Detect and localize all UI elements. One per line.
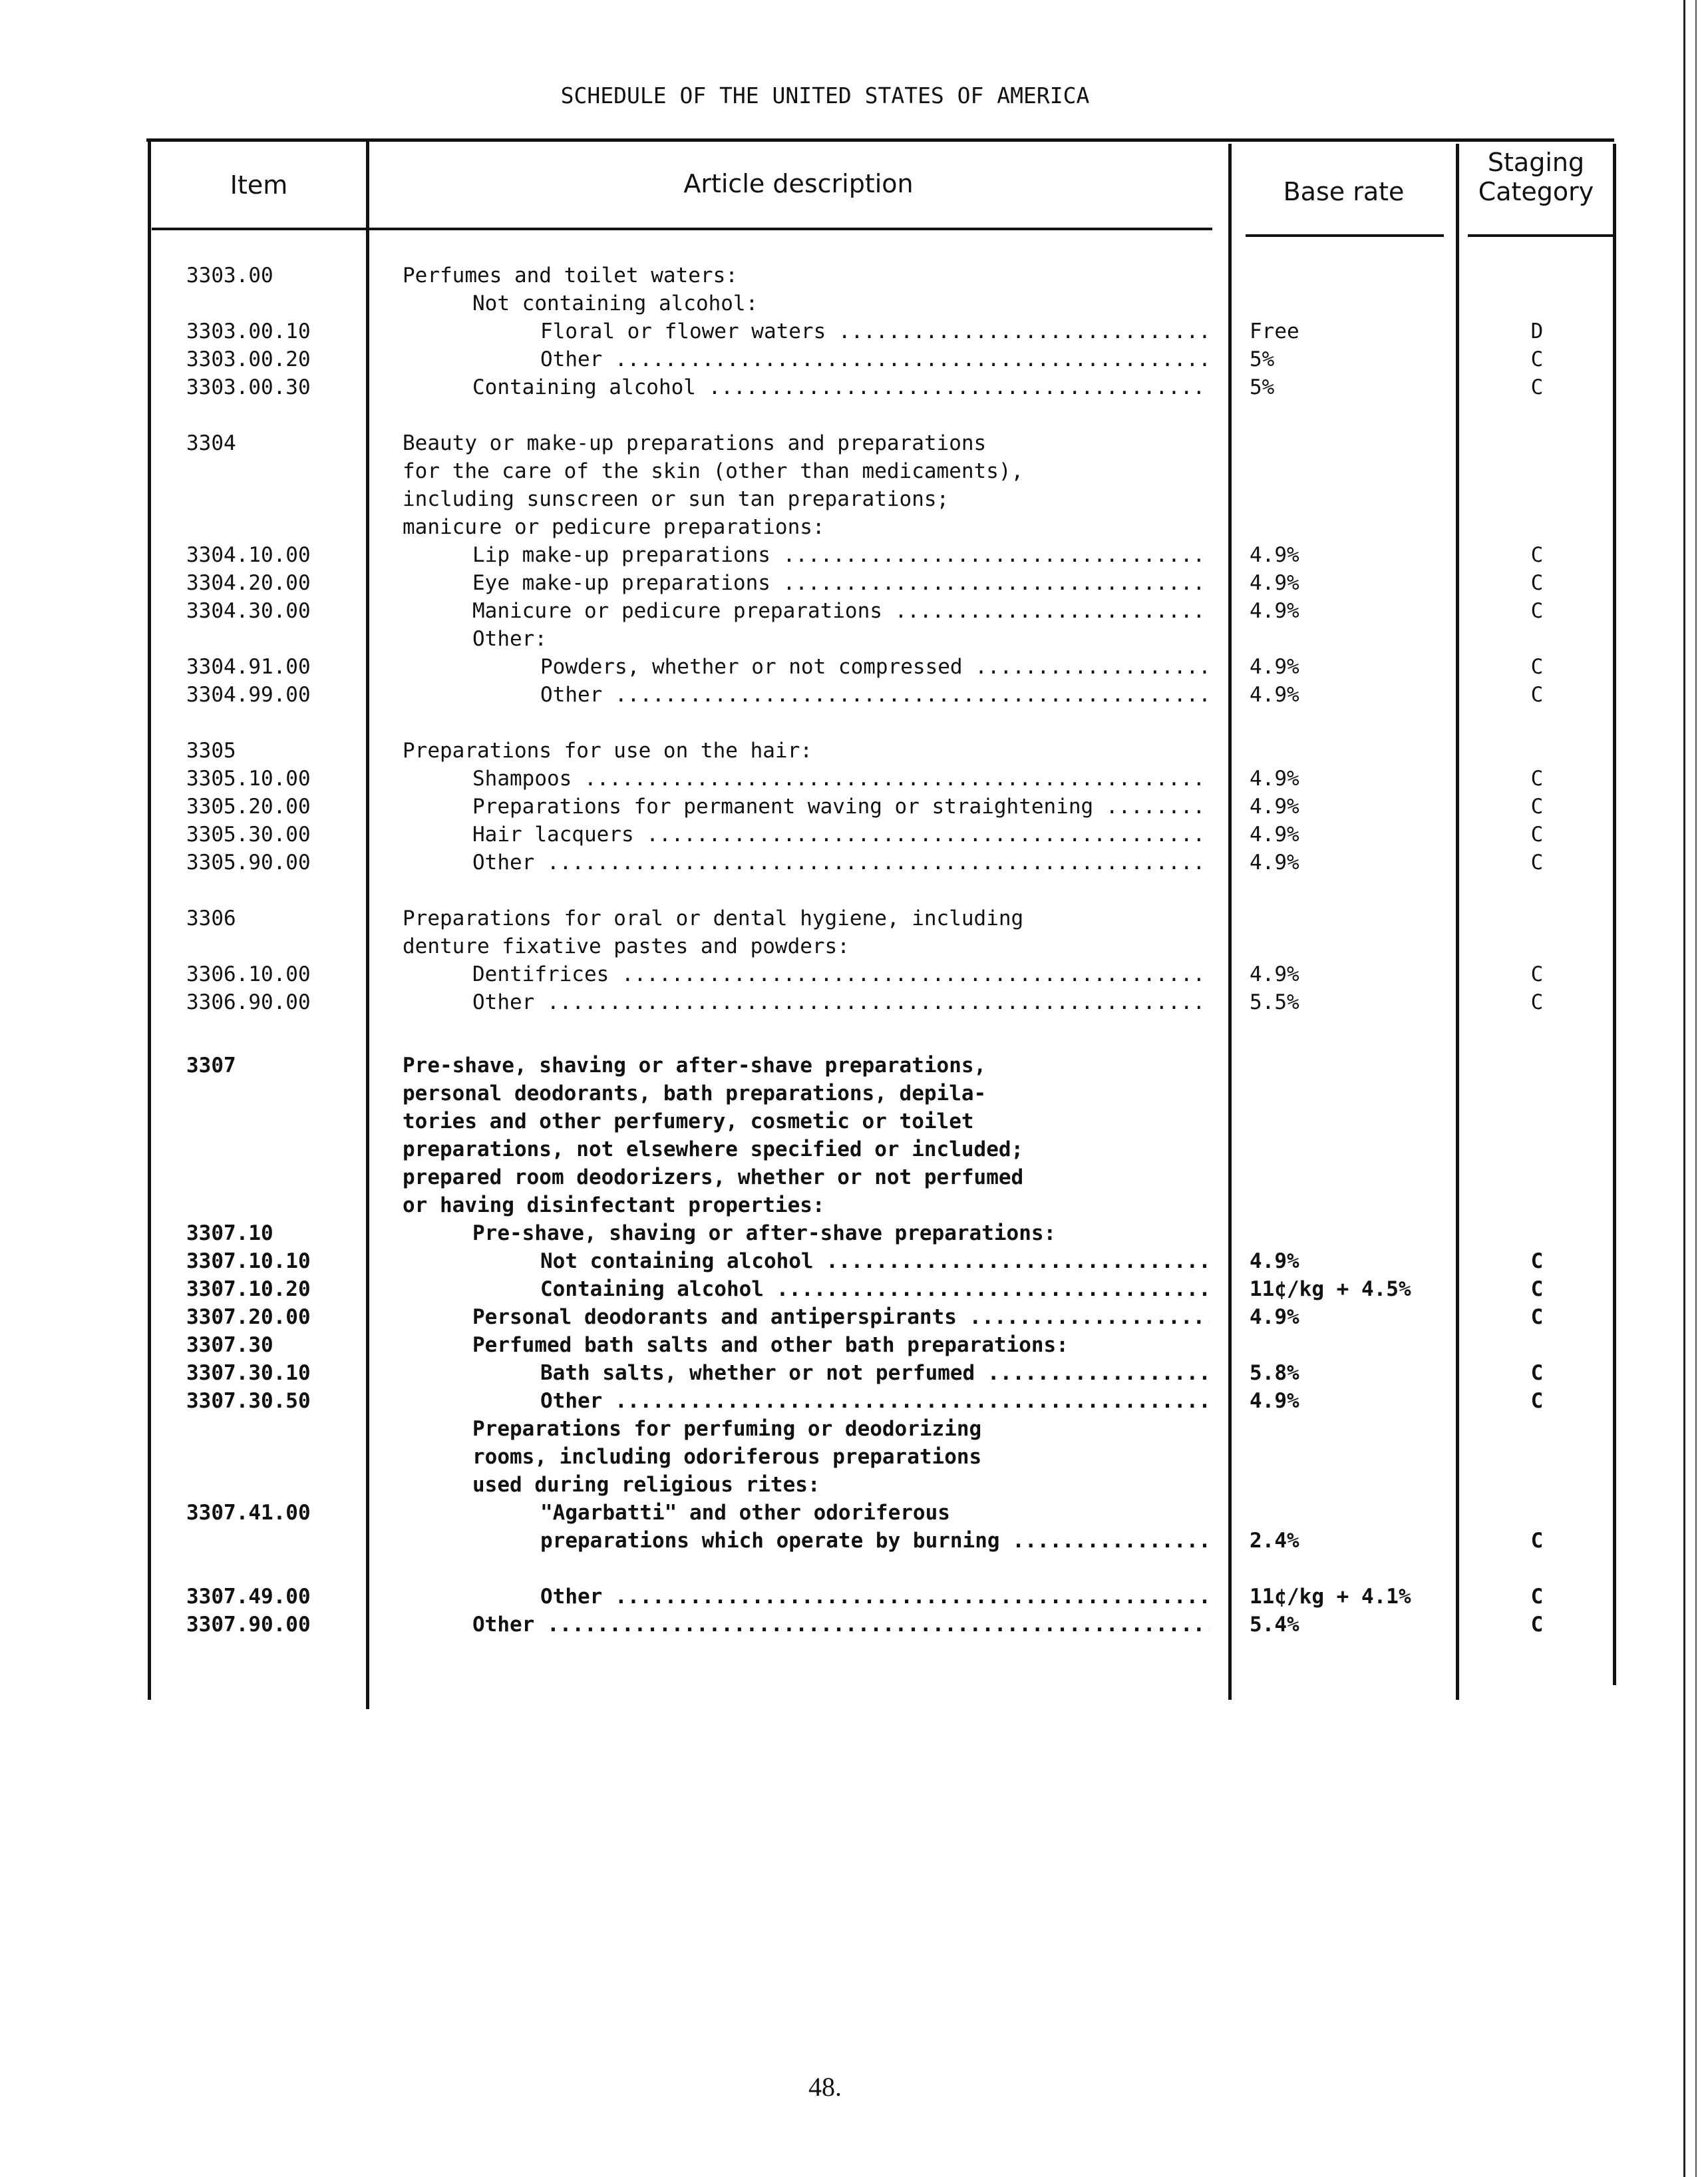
table-row [0, 1303, 1708, 1331]
item-code: 3305.90.00 [186, 851, 311, 875]
staging-category: C [1530, 1613, 1544, 1637]
article-description: Other ..... [540, 681, 1210, 709]
table-row [0, 1443, 1708, 1471]
article-description: Dentifrices ..... [472, 960, 1210, 988]
article-description: "Agarbatti" and other odoriferous [540, 1501, 950, 1525]
article-description: Bath salts, whether or not perfumed ..... [540, 1359, 1210, 1387]
item-code: 3307.10.20 [186, 1277, 311, 1301]
table-row [0, 681, 1708, 709]
base-rate: 11¢/kg + 4.5% [1250, 1277, 1411, 1301]
table-row [0, 1499, 1708, 1527]
staging-category: C [1530, 655, 1544, 679]
header-bottom-rule-stage [1468, 234, 1613, 237]
header-item: Item [230, 170, 288, 200]
staging-category: C [1530, 962, 1544, 986]
table-row [0, 625, 1708, 653]
table-row [0, 485, 1708, 513]
base-rate: Free [1250, 319, 1299, 343]
item-code: 3305.30.00 [186, 823, 311, 847]
article-description: Powders, whether or not compressed ..... [540, 653, 1210, 681]
table-row [0, 262, 1708, 290]
staging-category: C [1530, 1361, 1544, 1385]
header-bottom-rule-item [152, 228, 366, 230]
base-rate: 5% [1250, 347, 1275, 371]
item-code: 3306.10.00 [186, 962, 311, 986]
table-row [0, 513, 1708, 541]
base-rate: 11¢/kg + 4.1% [1250, 1585, 1411, 1609]
item-code: 3304.91.00 [186, 655, 311, 679]
binding-edge-inner [1695, 0, 1697, 2177]
table-row [0, 317, 1708, 345]
table-row [0, 1359, 1708, 1387]
table-row [0, 457, 1708, 485]
item-code: 3307 [186, 1054, 236, 1078]
item-code: 3305 [186, 739, 236, 763]
table-row [0, 849, 1708, 877]
article-description: Containing alcohol ..... [540, 1275, 1210, 1303]
article-description: Perfumes and toilet waters: [403, 264, 738, 288]
article-description: used during religious rites: [472, 1473, 820, 1497]
base-rate: 4.9% [1250, 571, 1299, 595]
table-row [0, 1107, 1708, 1135]
article-description: manicure or pedicure preparations: [403, 515, 825, 539]
staging-category: C [1530, 990, 1544, 1014]
item-code: 3307.30.10 [186, 1361, 311, 1385]
table-row [0, 1219, 1708, 1247]
table-row [0, 290, 1708, 317]
staging-category: C [1530, 795, 1544, 819]
item-code: 3304.99.00 [186, 683, 311, 707]
article-description: Other ..... [472, 1611, 1210, 1639]
article-description: Shampoos ..... [472, 765, 1210, 793]
article-description: Hair lacquers ..... [472, 821, 1210, 849]
article-description: Eye make-up preparations ..... [472, 569, 1210, 597]
article-description: Not containing alcohol: [472, 292, 759, 315]
base-rate: 4.9% [1250, 795, 1299, 819]
article-description: Lip make-up preparations ..... [472, 541, 1210, 569]
table-row [0, 1527, 1708, 1555]
item-code: 3307.49.00 [186, 1585, 311, 1609]
staging-category: C [1530, 683, 1544, 707]
page-title: SCHEDULE OF THE UNITED STATES OF AMERICA [560, 83, 1090, 108]
table-row [0, 932, 1708, 960]
article-description: Other ..... [540, 345, 1210, 373]
article-description: Personal deodorants and antiperspirants ..... [472, 1303, 1210, 1331]
article-description: Other ..... [540, 1387, 1210, 1415]
base-rate: 5.4% [1250, 1613, 1299, 1637]
article-description: Other ..... [540, 1583, 1210, 1611]
article-description: Pre-shave, shaving or after-shave preparations: [472, 1221, 1057, 1245]
base-rate: 4.9% [1250, 1305, 1299, 1329]
binding-edge [1683, 0, 1685, 2177]
article-description: Pre-shave, shaving or after-shave preparations, [403, 1054, 987, 1078]
article-description: Perfumed bath salts and other bath preparations: [472, 1333, 1069, 1357]
base-rate: 4.9% [1250, 655, 1299, 679]
article-description: Other: [472, 627, 547, 651]
staging-category: C [1530, 1305, 1544, 1329]
article-description: Other ..... [472, 988, 1210, 1016]
article-description: Containing alcohol ..... [472, 373, 1210, 401]
base-rate: 4.9% [1250, 851, 1299, 875]
table-row [0, 541, 1708, 569]
table-row [0, 1052, 1708, 1080]
item-code: 3307.10.10 [186, 1249, 311, 1273]
table-row [0, 1331, 1708, 1359]
staging-category: C [1530, 1249, 1544, 1273]
item-code: 3304.20.00 [186, 571, 311, 595]
article-description: preparations which operate by burning ..... [540, 1527, 1210, 1555]
table-row [0, 904, 1708, 932]
article-description: Preparations for use on the hair: [403, 739, 812, 763]
staging-category: C [1530, 599, 1544, 623]
table-row [0, 1583, 1708, 1611]
table-row [0, 429, 1708, 457]
staging-category: C [1530, 823, 1544, 847]
base-rate: 5.5% [1250, 990, 1299, 1014]
article-description: personal deodorants, bath preparations, depila- [403, 1082, 987, 1105]
article-description: Not containing alcohol ..... [540, 1247, 1210, 1275]
article-description: including sunscreen or sun tan preparations; [403, 487, 949, 511]
staging-category: C [1530, 851, 1544, 875]
item-code: 3304.10.00 [186, 543, 311, 567]
base-rate: 2.4% [1250, 1529, 1299, 1553]
article-description: denture fixative pastes and powders: [403, 934, 850, 958]
page-number: 48. [808, 2072, 842, 2102]
article-description: Preparations for permanent waving or straightening ..... [472, 793, 1210, 821]
item-code: 3303.00.10 [186, 319, 311, 343]
base-rate: 4.9% [1250, 543, 1299, 567]
table-row [0, 960, 1708, 988]
base-rate: 4.9% [1250, 962, 1299, 986]
article-description: rooms, including odoriferous preparations [472, 1445, 982, 1469]
staging-category: C [1530, 767, 1544, 791]
article-description: for the care of the skin (other than medicaments), [403, 459, 1024, 483]
table-row [0, 597, 1708, 625]
header-staging-line1: Staging [1487, 148, 1585, 177]
item-code: 3303.00.20 [186, 347, 311, 371]
item-code: 3305.10.00 [186, 767, 311, 791]
header-staging-category [1459, 148, 1613, 206]
staging-category: C [1530, 1277, 1544, 1301]
item-code: 3304 [186, 431, 236, 455]
base-rate: 4.9% [1250, 1389, 1299, 1413]
item-code: 3307.10 [186, 1221, 273, 1245]
base-rate: 4.9% [1250, 767, 1299, 791]
header-bottom-rule-rate [1246, 234, 1444, 237]
table-row [0, 1471, 1708, 1499]
table-row [0, 737, 1708, 765]
table-row [0, 765, 1708, 793]
table-row [0, 793, 1708, 821]
header-article-description: Article description [683, 169, 914, 198]
table-row [0, 1247, 1708, 1275]
staging-category: C [1530, 347, 1544, 371]
table-row [0, 373, 1708, 401]
table-row [0, 1555, 1708, 1583]
base-rate: 4.9% [1250, 1249, 1299, 1273]
table-row [0, 569, 1708, 597]
item-code: 3303.00 [186, 264, 273, 288]
article-description: Beauty or make-up preparations and preparations [403, 431, 987, 455]
staging-category: D [1530, 319, 1544, 343]
article-description: Other ..... [472, 849, 1210, 877]
table-row [0, 1415, 1708, 1443]
item-code: 3307.30 [186, 1333, 273, 1357]
table-row [0, 1163, 1708, 1191]
table-row [0, 1387, 1708, 1415]
item-code: 3307.20.00 [186, 1305, 311, 1329]
table-row [0, 1611, 1708, 1639]
article-description: Preparations for oral or dental hygiene, including [403, 906, 1024, 930]
table-row [0, 821, 1708, 849]
table-row [0, 1080, 1708, 1107]
article-description: tories and other perfumery, cosmetic or toilet [403, 1109, 974, 1133]
header-staging-line2: Category [1478, 177, 1594, 206]
item-code: 3303.00.30 [186, 375, 311, 399]
article-description: Floral or flower waters ..... [540, 317, 1210, 345]
base-rate: 5% [1250, 375, 1275, 399]
article-description: preparations, not elsewhere specified or included; [403, 1137, 1024, 1161]
staging-category: C [1530, 1585, 1544, 1609]
article-description: Manicure or pedicure preparations ..... [472, 597, 1210, 625]
table-row [0, 1275, 1708, 1303]
article-description: or having disinfectant properties: [403, 1193, 825, 1217]
base-rate: 4.9% [1250, 823, 1299, 847]
item-code: 3307.90.00 [186, 1613, 311, 1637]
table-row [0, 345, 1708, 373]
item-code: 3306 [186, 906, 236, 930]
table-row [0, 988, 1708, 1016]
base-rate: 4.9% [1250, 683, 1299, 707]
item-code: 3306.90.00 [186, 990, 311, 1014]
header-base-rate: Base rate [1283, 177, 1405, 206]
header-bottom-rule-desc [367, 228, 1212, 230]
article-description: prepared room deodorizers, whether or not perfumed [403, 1165, 1024, 1189]
staging-category: C [1530, 375, 1544, 399]
staging-category: C [1530, 1529, 1544, 1553]
table-row [0, 1191, 1708, 1219]
item-code: 3305.20.00 [186, 795, 311, 819]
staging-category: C [1530, 571, 1544, 595]
item-code: 3304.30.00 [186, 599, 311, 623]
staging-category: C [1530, 543, 1544, 567]
base-rate: 5.8% [1250, 1361, 1299, 1385]
table-row [0, 1135, 1708, 1163]
base-rate: 4.9% [1250, 599, 1299, 623]
article-description: Preparations for perfuming or deodorizing [472, 1417, 982, 1441]
table-row [0, 653, 1708, 681]
item-code: 3307.41.00 [186, 1501, 311, 1525]
item-code: 3307.30.50 [186, 1389, 311, 1413]
staging-category: C [1530, 1389, 1544, 1413]
